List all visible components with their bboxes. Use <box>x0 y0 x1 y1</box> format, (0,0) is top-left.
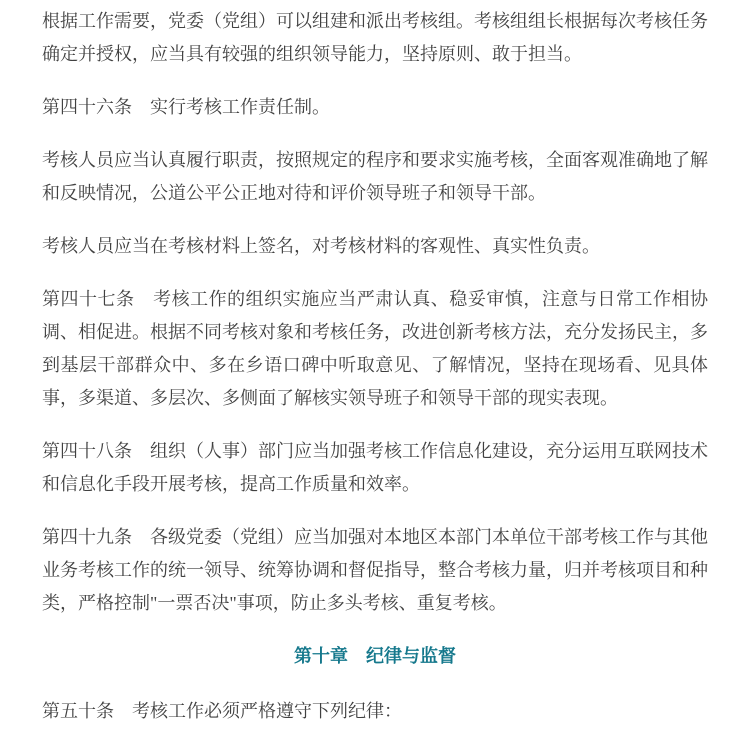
article-48-paragraph: 第四十八条 组织（人事）部门应当加强考核工作信息化建设，充分运用互联网技术和信息化手段开展考核，提高工作质量和效率。 <box>42 441 708 494</box>
article-47-paragraph: 第四十七条 考核工作的组织实施应当严肃认真、稳妥审慎，注意与日常工作相协调、相促进。根据不同考核对象和考核任务，改进创新考核方法，充分发扬民主，多到基层干部群众中、多在乡语口碑中听取意见、了解情况，坚持在现场看、见具体事，多渠道、多层次、多侧面了解核实领导班子和领导干部的现实表现。 <box>42 289 708 408</box>
chapter-10-heading: 第十章 纪律与监督 <box>294 646 456 666</box>
paragraph-assessor-signature: 考核人员应当在考核材料上签名，对考核材料的客观性、真实性负责。 <box>42 236 600 256</box>
paragraph-assessment-group: 根据工作需要，党委（党组）可以组建和派出考核组。考核组组长根据每次考核任务确定并授权，应当具有较强的组织领导能力，坚持原则、敢于担当。 <box>42 11 708 64</box>
article-50-paragraph: 第五十条 考核工作必须严格遵守下列纪律： <box>42 701 402 721</box>
article-46-paragraph: 第四十六条 实行考核工作责任制。 <box>42 97 330 117</box>
article-49-paragraph: 第四十九条 各级党委（党组）应当加强对本地区本部门本单位干部考核工作与其他业务考核工作的统一领导、统筹协调和督促指导，整合考核力量，归并考核项目和种类，严格控制"一票否决"事项，防止多头考核、重复考核。 <box>42 527 708 613</box>
paragraph-assessor-duties: 考核人员应当认真履行职责，按照规定的程序和要求实施考核，全面客观准确地了解和反映情况，公道公平公正地对待和评价领导班子和领导干部。 <box>42 150 708 203</box>
